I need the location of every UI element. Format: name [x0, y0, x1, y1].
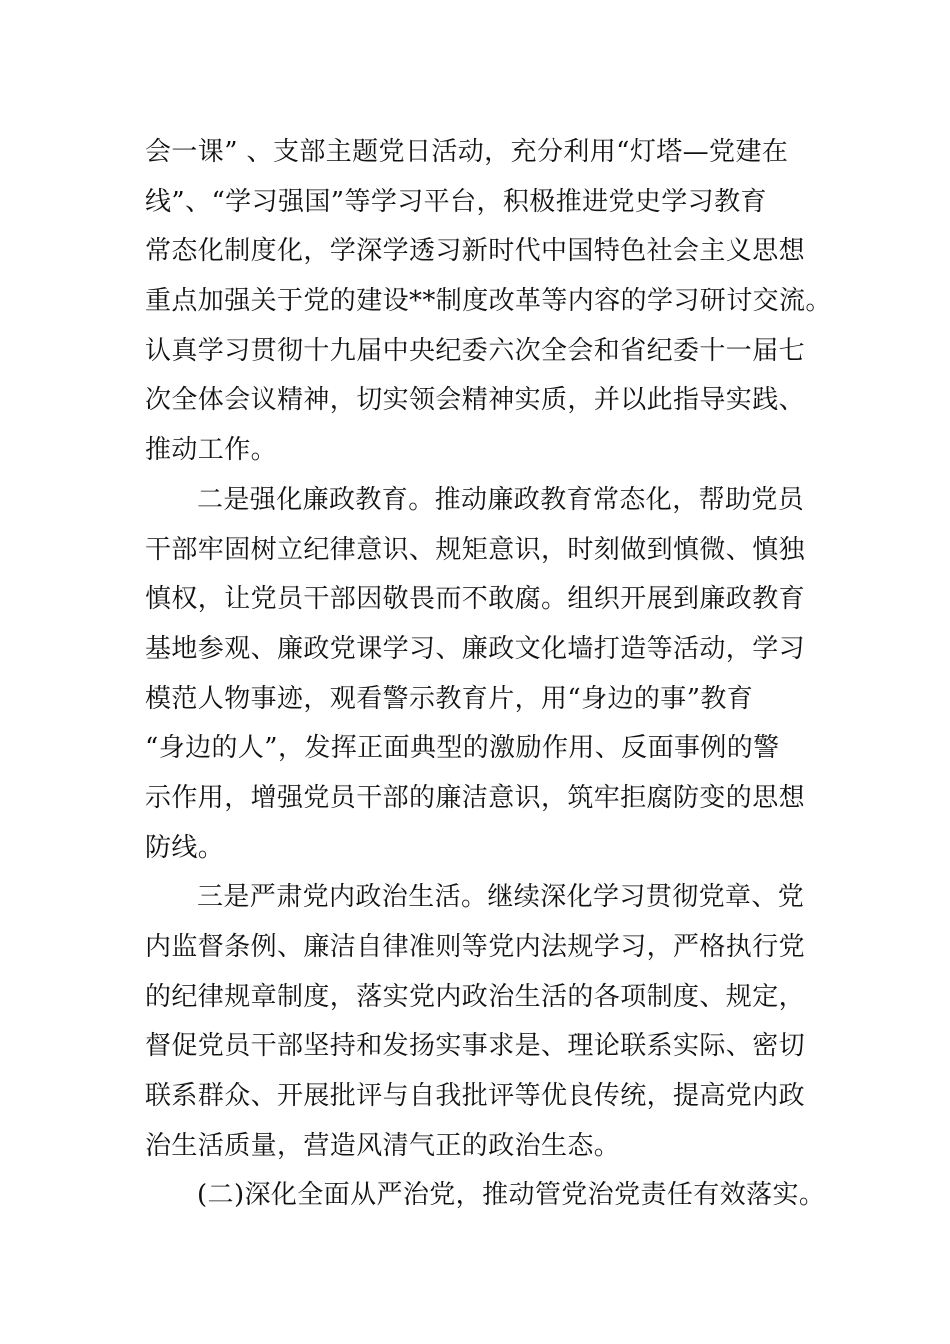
text-line: 干部牢固树立纪律意识、规矩意识，时刻做到慎微、慎独 [145, 534, 806, 565]
text-line: 重点加强关于党的建设**制度改革等内容的学习研讨交流。 [145, 286, 832, 317]
text-line: 推动工作。 [145, 435, 278, 466]
paragraph-start-line: 三是严肃党内政治生活。继续深化学习贯彻党章、党 [197, 882, 805, 913]
text-line: 治生活质量，营造风清气正的政治生态。 [145, 1130, 621, 1161]
text-line: 基地参观、廉政党课学习、廉政文化墙打造等活动，学习 [145, 633, 806, 664]
document-body [145, 128, 832, 1221]
text-line: 内监督条例、廉洁自律准则等党内法规学习，严格执行党 [145, 932, 806, 962]
text-line: 示作用，增强党员干部的廉洁意识，筑牢拒腐防变的思想 [145, 782, 806, 813]
text-line: 的纪律规章制度，落实党内政治生活的各项制度、规定， [145, 981, 806, 1012]
text-line: 慎权，让党员干部因敬畏而不敢腐。组织开展到廉政教育 [145, 584, 806, 615]
text-line: 线”、“学习强国”等学习平台，积极推进党史学习教育 [145, 186, 767, 217]
text-line: “身边的人”，发挥正面典型的激励作用、反面事例的警 [145, 733, 780, 764]
paragraph-start-line: 二是强化廉政教育。推动廉政教育常态化，帮助党员 [197, 484, 805, 515]
text-line: 联系群众、开展批评与自我批评等优良传统，提高党内政 [145, 1081, 806, 1112]
text-line: 督促党员干部坚持和发扬实事求是、理论联系实际、密切 [145, 1031, 806, 1062]
text-line: 防线。 [145, 832, 225, 863]
section-heading: (二)深化全面从严治党，推动管党治党责任有效落实。 [197, 1180, 826, 1211]
text-line: 模范人物事迹，观看警示教育片，用“身边的事”教育 [145, 683, 754, 714]
text-line: 次全体会议精神，切实领会精神实质，并以此指导实践、 [145, 385, 806, 416]
text-line: 会一课” 、支部主题党日活动，充分利用“灯塔—党建在 [145, 137, 789, 167]
text-line: 常态化制度化，学深学透习新时代中国特色社会主义思想 [145, 236, 806, 267]
text-line: 认真学习贯彻十九届中央纪委六次全会和省纪委十一届七 [145, 335, 806, 366]
